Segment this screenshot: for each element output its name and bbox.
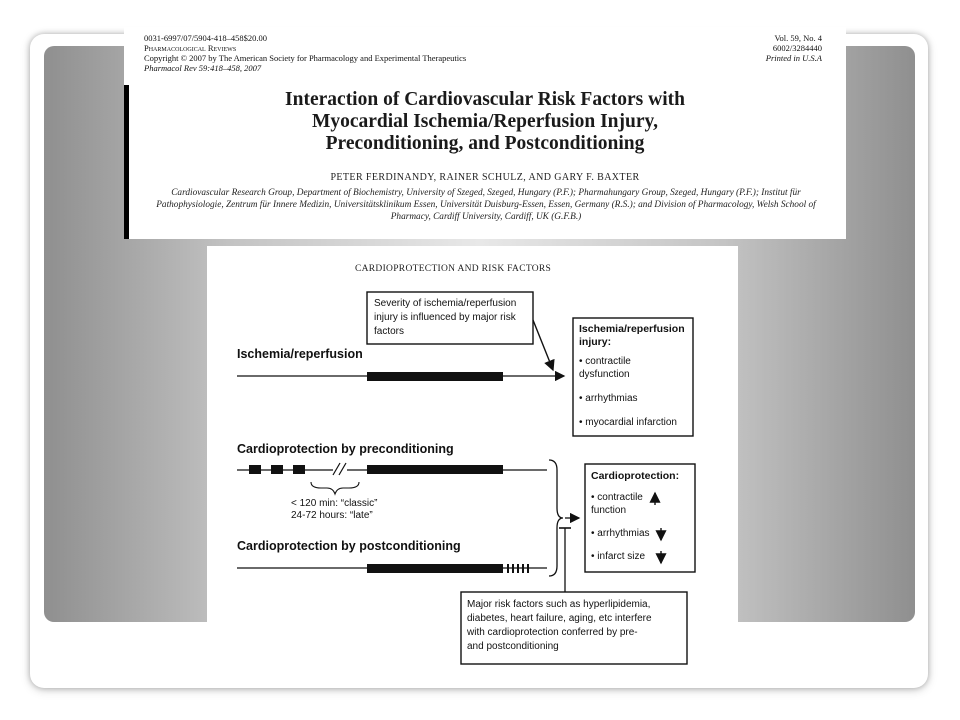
volume-line: Printed in U.S.A <box>765 53 822 63</box>
postcond-cycle-mark <box>507 564 509 573</box>
postcond-cycle-mark <box>527 564 529 573</box>
precond-cycle <box>271 465 283 474</box>
journal-line: Pharmacol Rev 59:418–458, 2007 <box>144 63 262 73</box>
paper-title-line: Preconditioning, and Postconditioning <box>325 133 645 154</box>
converging-brace <box>549 460 563 576</box>
postcond-cycle-mark <box>517 564 519 573</box>
injury-item: • myocardial infarction <box>579 417 677 428</box>
postcond-ischemia-block <box>367 564 503 573</box>
volume-line: Vol. 59, No. 4 <box>774 33 822 43</box>
cardioprotection-item: function <box>591 505 627 516</box>
injury-item: • arrhythmias <box>579 393 638 404</box>
cardioprotection-item: • arrhythmias <box>591 528 650 539</box>
ischemia-label: Ischemia/reperfusion <box>237 347 363 361</box>
severity-text: Severity of ischemia/reperfusion <box>374 298 517 309</box>
precond-cycle <box>293 465 305 474</box>
figure-title: CARDIOPROTECTION AND RISK FACTORS <box>355 264 552 274</box>
paper-title-line: Interaction of Cardiovascular Risk Factors with <box>285 89 685 110</box>
timing-note: < 120 min: “classic” <box>291 498 378 509</box>
cardioprotection-figure <box>207 246 738 670</box>
paper-title <box>124 89 846 155</box>
injury-heading: injury: <box>579 336 612 348</box>
cardioprotection-item: • infarct size <box>591 551 646 562</box>
risk-factors-text: and postconditioning <box>467 641 559 652</box>
postcond-cycle-mark <box>512 564 514 573</box>
severity-arrow <box>533 320 553 370</box>
paper-title-line: Myocardial Ischemia/Reperfusion Injury, <box>311 111 659 132</box>
journal-line: 0031-6997/07/5904-418–458$20.00 <box>144 33 268 43</box>
cardioprotection-heading: Cardioprotection: <box>591 470 680 482</box>
volume-info <box>766 33 822 63</box>
postcond-cycle-mark <box>522 564 524 573</box>
paper-affiliation: Cardiovascular Research Group, Department of Biochemistry, University of Szeged, Szeged, Hungary (P.F.); Pharmahungary Group, Szeged, Hungary (P.F.); Institut für Pathophysiologie, Zentrum für Innere Medizin, Universitätsklinikum Essen, Universität Duisburg-Essen, Essen, Germany (R.S.); and Division of Pharmacology, Welsh School of Pharmacy, Cardiff University, Cardiff, UK (G.F.B.) <box>156 188 816 222</box>
severity-text: injury is influenced by major risk <box>374 312 516 323</box>
precond-ischemia-block <box>367 465 503 474</box>
journal-line: Pharmacological Reviews <box>144 43 237 53</box>
figure-diagram <box>207 246 738 670</box>
risk-factors-text: with cardioprotection conferred by pre- <box>467 627 638 638</box>
precond-cycle <box>249 465 261 474</box>
risk-factors-text: diabetes, heart failure, aging, etc interfere <box>467 613 652 624</box>
paper-authors: PETER FERDINANDY, RAINER SCHULZ, AND GARY F. BAXTER <box>330 172 640 183</box>
risk-factors-text: Major risk factors such as hyperlipidemia, <box>467 599 651 610</box>
postconditioning-label: Cardioprotection by postconditioning <box>237 539 461 553</box>
injury-heading: Ischemia/reperfusion <box>579 323 685 335</box>
injury-item: dysfunction <box>579 369 630 380</box>
ischemia-block <box>367 372 503 381</box>
severity-text: factors <box>374 326 405 337</box>
timing-note: 24-72 hours: “late” <box>291 510 373 521</box>
cardioprotection-item: • contractile <box>591 492 643 503</box>
journal-info <box>144 33 466 73</box>
volume-line: 6002/3284440 <box>772 43 822 53</box>
journal-line: Copyright © 2007 by The American Society for Pharmacology and Experimental Therapeutics <box>144 53 467 63</box>
injury-item: • contractile <box>579 356 631 367</box>
preconditioning-label: Cardioprotection by preconditioning <box>237 442 454 456</box>
timing-brace <box>311 482 359 494</box>
paper-header-image <box>124 27 846 239</box>
